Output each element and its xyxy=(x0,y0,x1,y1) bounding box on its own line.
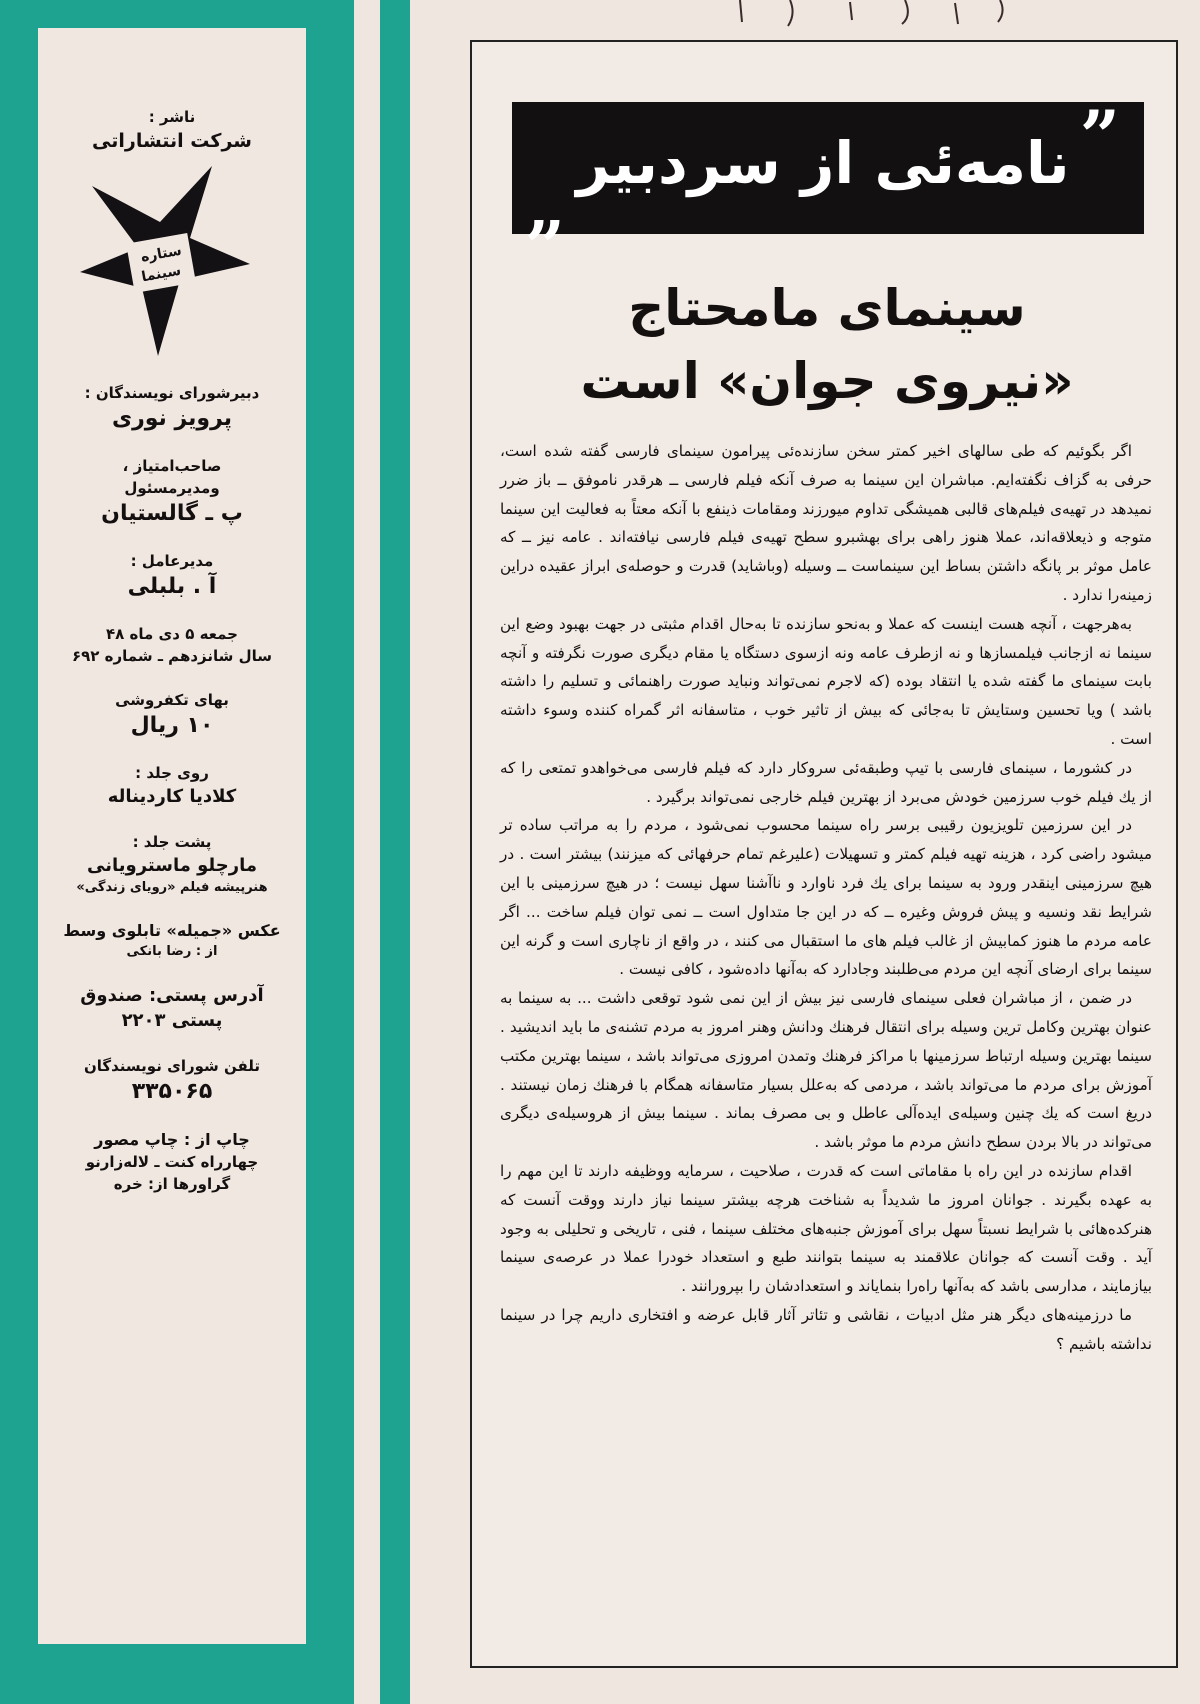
price-value: ۱۰ ریال xyxy=(130,713,214,738)
address-value: پستی ۲۲۰۳ xyxy=(121,1010,223,1031)
article-headline xyxy=(512,272,1142,417)
manager-label: مدیرعامل : xyxy=(130,552,214,570)
masthead-column xyxy=(14,0,330,1704)
owner-label-2: ومدیرمسئول xyxy=(124,479,220,497)
issue-number: سال شانزدهم ـ شماره ۶۹۲ xyxy=(71,647,273,665)
teal-border-strip xyxy=(380,0,410,1704)
opening-quote: ” xyxy=(1079,95,1120,178)
paragraph: در ضمن ، از مباشران فعلی سینمای فارسی نیز بیش از این نمی شود توقعی داشت ... به سینما به عنوان بهترین وکامل ترین وسیله برای انتقال فرهنك ودانش وهنر امروز به مردم تشنه‌ی ما باید اندیشید . سینما بهترین وسیله ارتباط سرزمینها با مراکز فرهنك وتمدن امروزی می‌تواند باشد ، سینما بهترین مکتب آموزش برای مردم ما می‌تواند باشد ، مردمی که به‌علل بسیار متاسفانه همگام با فرهنك زمان نیستند . دریغ است که یك چنین وسیله‌ی ایده‌آلی عاطل و بی مصرف بماند . سینما بیش از هروسیله‌ی دیگری می‌تواند در بالا بردن سطح دانش مردم ما موثر باشد . xyxy=(500,989,1152,1152)
council-label: دبیرشورای نویسندگان : xyxy=(84,384,260,402)
gravure-line: گراورها از: خره xyxy=(113,1175,231,1193)
editorial-article xyxy=(470,40,1178,1668)
setareh-cinema-logo xyxy=(72,160,272,360)
price-label: بهای تکفروشی xyxy=(115,691,229,709)
closing-quote: „ xyxy=(526,165,567,248)
photo-credit: عکس «جمیله» تابلوی وسط xyxy=(63,921,281,940)
teal-border-strip xyxy=(330,0,354,1704)
handwriting-marks xyxy=(700,0,1200,30)
back-cover-name: مارچلو ماسترویانی xyxy=(87,855,257,876)
back-cover-caption: هنرپیشه فیلم «رویای زندگی» xyxy=(76,880,268,895)
headline-line-2: «نیروی جوان» است xyxy=(580,351,1074,410)
issue-date: جمعه ۵ دی ماه ۴۸ xyxy=(105,625,238,643)
logo-text-line2: سینما xyxy=(140,262,183,286)
owner-label: صاحب‌امتیاز ، xyxy=(122,457,222,475)
front-cover-name: کلادیا کاردیناله xyxy=(107,786,237,807)
phone-label: تلفن شورای نویسندگان xyxy=(83,1057,261,1075)
front-cover-label: روی جلد : xyxy=(135,764,209,782)
owner-name: پ ـ گالستیان xyxy=(101,501,243,526)
publisher-label: ناشر : xyxy=(148,108,196,126)
teal-border-strip xyxy=(0,0,14,1704)
address-label: آدرس پستی: صندوق xyxy=(80,985,264,1006)
paragraph: به‌هرجهت ، آنچه هست اینست که عملا و به‌نحو سازنده تا به‌حال اقدام مثبتی در جهت بهبود وضع این سینما نه ازجانب فیلمسازها و نه ازطرف عامه ونه ازسوی دستگاه یا مقام دیگری صورت نگرفته و آنچه بابت سینمای ما گفته شده یا انتقاد بوده (که لاجرم نمی‌تواند ونباید صورت راهنمائی و تسلیم را داشته باشد ) ویا تحسین وستایش تا به‌جائی که بیش از تاثیر خوب ، متاسفانه اثر گمراه کننده وسوء داشته است . xyxy=(500,614,1152,748)
paragraph: ما درزمینه‌های دیگر هنر مثل ادبیات ، نقاشی و تئاتر آثار قابل عرضه و افتخاری داریم چرا در سینما نداشته باشیم ؟ xyxy=(500,1305,1152,1353)
publisher-name: شرکت انتشاراتی xyxy=(92,130,252,152)
paragraph: اگر بگوئیم که طی سالهای اخیر کمتر سخن سازنده‌ئی پیرامون سینمای فارسی گفته شده است، حرفی به گزاف نگفته‌ایم. مباشران این سینما به صرف آنکه فیلم فارسی ــ هرقدر ناموفق ــ باز ضرر نمیدهد در تهیه‌ی فیلم‌های قالبی همیشگی تداوم میورزند ومقامات ذینفع با آنکه معتاً به فعالیت این سینما متوجه و ذیعلاقه‌اند، عملا هنوز راهی برای بهشبرو سطح تهیه‌ی فیلم فارسی نیافته‌اند . عامه نیز ــ که عامل موثر بر پانگه داشتن بساط این سینماست ــ وسیله (وباشاید) قدرت و حوصله‌ی ابراز عقیده دراین زمینه‌را ندارد . xyxy=(500,442,1152,604)
logo-text-line1: ستاره xyxy=(139,242,183,266)
paragraph: در این سرزمین تلویزیون رقیبی برسر راه سینما محسوب نمی‌شود ، مردم را به مراتب ساده تر میشود راضی کرد ، هزینه تهیه فیلم کمتر و تسهیلات (علیرغم تمام حرفهائی که میزنند) بیشتر است . در هیچ سرزمینی اینقدر ورود به سینما برای یك فرد ناوارد و ناآشنا سهل نیست ؛ در هیچ سرزمینی با این شرایط نقد ونسیه و پیش فروش وغیره ــ که در این جا متداول است ــ نمی توان فیلم ساخت ... اگر عامه مردم ما هنوز کمابیش از غالب فیلم های ما استقبال می کنند ، در واقع از ناچاری است و گرنه این سینما برای ارضای آنچه این مردم می‌طلبند وجادارد که به‌آنها داده‌شود ، کافی نیست . xyxy=(500,816,1152,979)
banner-title: نامه‌ئی از سردبیر xyxy=(576,129,1070,197)
headline-line-1: سینمای مامحتاج xyxy=(628,279,1026,337)
manager-name: آ . بلبلی xyxy=(127,574,217,599)
print-line: چاپ از : چاپ مصور xyxy=(94,1130,250,1149)
council-name: پرویز نوری xyxy=(111,406,233,431)
phone-value: ۳۳۵۰۶۵ xyxy=(131,1079,213,1104)
print-address: چهارراه کنت ـ لاله‌زارنو xyxy=(85,1153,259,1171)
back-cover-label: پشت جلد : xyxy=(132,833,212,851)
editor-letter-banner xyxy=(512,95,1144,248)
paragraph: در کشورما ، سینمای فارسی با تیپ وطبقه‌ئی سروکار دارد که فیلم فارسی می‌خواهدو تمتعی را که از یك فیلم خوب سرزمین خودش می‌برد از بهترین فیلم خارجی نمی‌تواند برگیرد . xyxy=(500,758,1152,806)
article-body xyxy=(500,437,1152,1359)
photo-credit-author: از : رضا بانکی xyxy=(126,944,218,959)
masthead-panel xyxy=(38,28,306,1644)
paragraph: اقدام سازنده در این راه با مقاماتی است که قدرت ، صلاحیت ، سرمایه ووظیفه دارند تا این مهم را به عهده بگیرند . جوانان امروز ما شدیداً به شناخت هرچه بیشتر سینما نیاز دارند ووقت آنست که هنرکده‌هائی با شرایط نسبتاً سهل برای آموزش جنبه‌های مختلف سینما ، فنی ، تاریخی و تحلیلی به وجود آید . وقت آنست که جوانان علاقمند به سینما بتوانند طبع و استعداد خودرا عملا در عرصه‌ی سینما بیازمایند ، مدارسی باشد که به‌آنها راه‌را بنمایاند و استعدادشان را بپرورانند . xyxy=(500,1161,1152,1296)
